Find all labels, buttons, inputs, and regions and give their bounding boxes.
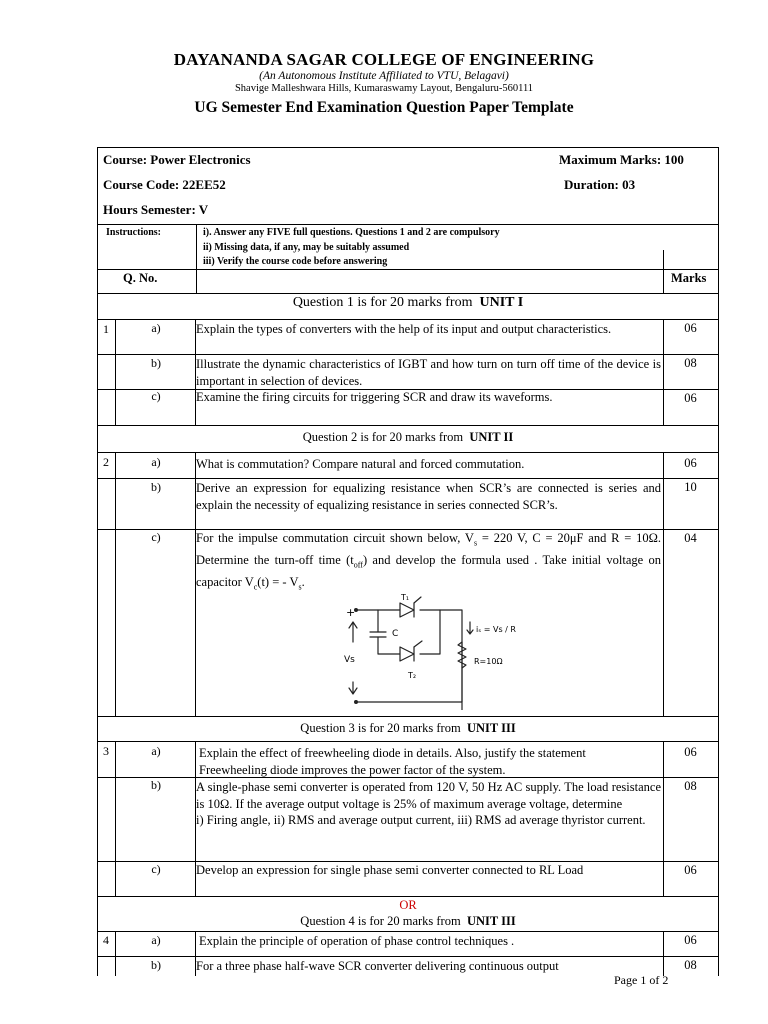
sub-question-label: a)	[151, 321, 161, 335]
instructions-label: Instructions:	[106, 227, 162, 238]
question-marks: 06	[684, 456, 697, 470]
question-marks: 08	[684, 779, 697, 793]
instructions-list	[203, 226, 500, 270]
section-heading: Question 3 is for 20 marks from UNIT III	[300, 721, 516, 735]
question-number: 1	[103, 322, 109, 336]
question-marks: 06	[684, 391, 697, 405]
question-text: Explain the principle of operation of phase control techniques .	[199, 934, 515, 948]
question-marks: 06	[684, 863, 697, 877]
sub-question-label: a)	[151, 933, 161, 947]
circuit-source-label: Vs	[344, 655, 355, 665]
circuit-plus-label: +	[346, 606, 356, 619]
question-marks: 08	[684, 356, 697, 370]
question-number: 3	[103, 744, 109, 758]
question-marks: 10	[684, 480, 697, 494]
circuit-t1-label: T₁	[401, 593, 410, 602]
question-text: Illustrate the dynamic characteristics of IGBT and how turn on turn off time of the device is important in selection of devices.	[196, 357, 661, 388]
course-code: Course Code: 22EE52	[103, 177, 226, 192]
sub-question-label: c)	[151, 530, 161, 544]
hours-semester: Hours Semester: V	[103, 202, 209, 217]
question-text: Develop an expression for single phase semi converter connected to RL Load	[196, 863, 584, 877]
duration: Duration: 03	[564, 177, 636, 192]
question-text: Examine the firing circuits for triggering SCR and draw its waveforms.	[196, 390, 553, 404]
question-text: For the impulse commutation circuit shown below, $V_s = 220$ V, C = 20μF and R = 10Ω. Determine the turn-off time $(t_{off})$ and develop the formula used . Take initial voltage on capacitor $V_c(t)$ = - $V_s$.	[196, 531, 661, 592]
instructions-box	[97, 224, 719, 270]
question-text: Explain the types of converters with the help of its input and output characteristics.	[196, 322, 612, 336]
page-indicator: Page 1 of 2	[614, 973, 669, 987]
paper-title: UG Semester End Examination Question Paper Template	[194, 99, 574, 116]
sub-question-label: c)	[151, 862, 161, 876]
instruction-item: i). Answer any FIVE full questions. Questions 1 and 2 are compulsory	[203, 227, 500, 238]
question-text: Derive an expression for equalizing resistance when SCR’s are connected is series and explain the necessity of equalizing resistance in series connected SCR’s.	[196, 481, 661, 512]
circuit-resistor-label: R=10Ω	[474, 657, 503, 666]
circuit-t2-label: T₂	[408, 671, 417, 680]
affiliation-line: (An Autonomous Institute Affiliated to VTU, Belagavi)	[259, 70, 509, 82]
section-heading: Question 4 is for 20 marks from UNIT III	[300, 914, 516, 928]
question-text: For a three phase half-wave SCR converter delivering continuous output	[196, 959, 559, 973]
section-heading: Question 1 is for 20 marks from UNIT I	[292, 295, 524, 310]
section-heading: Question 2 is for 20 marks from UNIT II	[302, 430, 514, 444]
question-marks: 06	[684, 321, 697, 335]
address-line: Shavige Malleshwara Hills, Kumaraswamy Layout, Bengaluru-560111	[234, 83, 534, 94]
sub-question-label: c)	[151, 389, 161, 403]
question-number: 4	[103, 933, 109, 947]
question-marks: 06	[684, 933, 697, 947]
max-marks: Maximum Marks: 100	[559, 152, 684, 167]
sub-question-label: b)	[151, 778, 161, 792]
sub-question-label: a)	[151, 744, 161, 758]
question-number: 2	[103, 455, 109, 469]
college-name: DAYANANDA SAGAR COLLEGE OF ENGINEERING	[173, 50, 595, 69]
question-marks: 06	[684, 745, 697, 759]
instruction-item: ii) Missing data, if any, may be suitably assumed	[203, 241, 410, 253]
question-marks: 08	[684, 958, 697, 972]
question-text: What is commutation? Compare natural and forced commutation.	[196, 457, 525, 471]
course-name: Course: Power Electronics	[103, 152, 251, 167]
question-text: Explain the effect of freewheeling diode in details. Also, justify the statement Freewheeling diode improves the power factor of the system.	[199, 746, 586, 777]
question-text: A single-phase semi converter is operated from 120 V, 50 Hz AC supply. The load resistance is 10Ω. If the average output voltage is 25% of maximum average voltage, determine i) Firing angle, ii) RMS and average output current, iii) RMS ad average thyristor current.	[196, 780, 661, 828]
sub-question-label: b)	[151, 480, 161, 494]
sub-question-label: b)	[151, 356, 161, 370]
circuit-current-label: iₛ = Vs / R	[476, 625, 516, 634]
sub-question-label: b)	[151, 958, 161, 972]
instruction-item: iii) Verify the course code before answering	[203, 256, 388, 267]
sub-question-label: a)	[151, 455, 161, 469]
or-separator: OR	[399, 898, 417, 912]
course-info-box	[97, 147, 719, 225]
impulse-commutation-circuit-diagram	[336, 592, 526, 710]
circuit-capacitor-label: C	[392, 629, 399, 639]
marks-header: Marks	[671, 271, 707, 285]
question-marks: 04	[684, 531, 697, 545]
qno-header: Q. No.	[123, 271, 158, 285]
